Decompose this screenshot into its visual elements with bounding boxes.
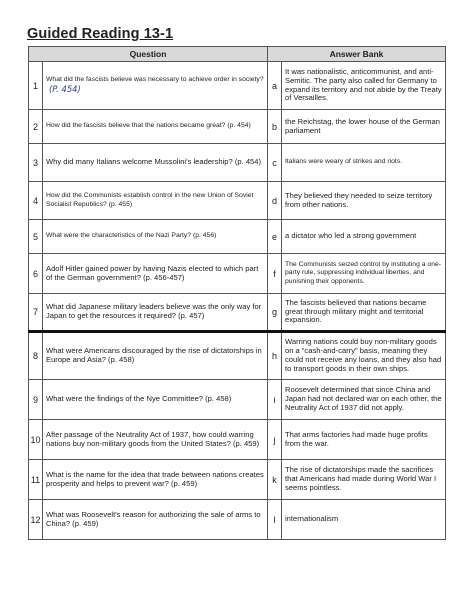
- answer-letter: k: [268, 460, 282, 500]
- answer-letter: e: [268, 220, 282, 254]
- question-header: Question: [29, 47, 268, 62]
- answer-letter: i: [268, 380, 282, 420]
- question-text: What did the fascists believe was necessary to achieve order in society?: [46, 76, 264, 84]
- question-text: What is the name for the idea that trade between nations creates prosperity and helps to prevent war? (p. 459): [43, 460, 268, 500]
- question-number: 9: [29, 380, 43, 420]
- guided-reading-table: [28, 46, 446, 540]
- answer-text: a dictator who led a strong government: [282, 220, 446, 254]
- question-cell: [43, 62, 268, 110]
- answer-text: Italians were weary of strikes and riots.: [282, 144, 446, 182]
- question-text: How did the fascists believe that the nations became great? (p. 454): [43, 110, 268, 144]
- question-text: After passage of the Neutrality Act of 1937, how could warring nations buy non-military goods from the United States? (p. 459): [43, 420, 268, 460]
- table-row: [29, 460, 446, 500]
- question-number: 1: [29, 62, 43, 110]
- question-number: 4: [29, 182, 43, 220]
- answer-letter: j: [268, 420, 282, 460]
- question-text: What were Americans discouraged by the rise of dictatorships in Europe and Asia? (p. 458): [43, 332, 268, 380]
- answer-letter: c: [268, 144, 282, 182]
- question-text: Adolf Hitler gained power by having Nazis elected to which part of the German government? (p. 456-457): [43, 254, 268, 294]
- answer-text: Roosevelt determined that since China and Japan had not declared war on each other, the Neutrality Act of 1937 did not apply.: [282, 380, 446, 420]
- answer-text: Warring nations could buy non-military goods on a “cash-and-carry” basis, meaning they could not receive any loans, and they also had to transport goods in their own ships.: [282, 332, 446, 380]
- question-text: What were the findings of the Nye Committee? (p. 458): [43, 380, 268, 420]
- answer-bank-header: Answer Bank: [268, 47, 446, 62]
- answer-letter: d: [268, 182, 282, 220]
- question-number: 3: [29, 144, 43, 182]
- answer-text: The fascists believed that nations became great through military might and territorial expansion.: [282, 294, 446, 332]
- table-row: [29, 182, 446, 220]
- question-text: How did the Communists establish control in the new Union of Soviet Socialist Republics? (p. 455): [43, 182, 268, 220]
- table-row: [29, 220, 446, 254]
- answer-letter: f: [268, 254, 282, 294]
- table-row: [29, 500, 446, 540]
- question-number: 7: [29, 294, 43, 332]
- answer-text: They believed they needed to seize territory from other nations.: [282, 182, 446, 220]
- answer-letter: l: [268, 500, 282, 540]
- question-text: What was Roosevelt's reason for authorizing the sale of arms to China? (p. 459): [43, 500, 268, 540]
- table-row: [29, 420, 446, 460]
- answer-text: The Communists seized control by instituting a one-party rule, suppressing individual liberties, and punishing their opponents.: [282, 254, 446, 294]
- answer-text: the Reichstag, the lower house of the German parliament: [282, 110, 446, 144]
- answer-letter: h: [268, 332, 282, 380]
- table-row: [29, 254, 446, 294]
- page-title: Guided Reading 13-1: [27, 26, 174, 42]
- question-number: 8: [29, 332, 43, 380]
- question-number: 2: [29, 110, 43, 144]
- question-number: 11: [29, 460, 43, 500]
- question-number: 6: [29, 254, 43, 294]
- table-row: [29, 62, 446, 110]
- question-text: What did Japanese military leaders believe was the only way for Japan to get the resources it required? (p. 457): [43, 294, 268, 332]
- question-text: What were the characteristics of the Nazi Party? (p. 456): [43, 220, 268, 254]
- table-row: [29, 294, 446, 332]
- handwritten-annotation: (P. 454): [49, 83, 81, 94]
- question-number: 10: [29, 420, 43, 460]
- table-row: [29, 110, 446, 144]
- table-row: [29, 332, 446, 380]
- question-text: Why did many Italians welcome Mussolini's leadership? (p. 454): [43, 144, 268, 182]
- answer-text: internationalism: [282, 500, 446, 540]
- answer-text: It was nationalistic, anticommunist, and anti-Semitic. The party also called for Germany to expand its territory and not abide by the Treaty of Versailles.: [282, 62, 446, 110]
- answer-text: The rise of dictatorships made the sacrifices that Americans had made during World War I seems pointless.: [282, 460, 446, 500]
- answer-letter: a: [268, 62, 282, 110]
- table-header-row: [29, 47, 446, 62]
- table-row: [29, 380, 446, 420]
- question-number: 12: [29, 500, 43, 540]
- answer-letter: b: [268, 110, 282, 144]
- question-number: 5: [29, 220, 43, 254]
- answer-letter: g: [268, 294, 282, 332]
- table-row: [29, 144, 446, 182]
- answer-text: That arms factories had made huge profits from the war.: [282, 420, 446, 460]
